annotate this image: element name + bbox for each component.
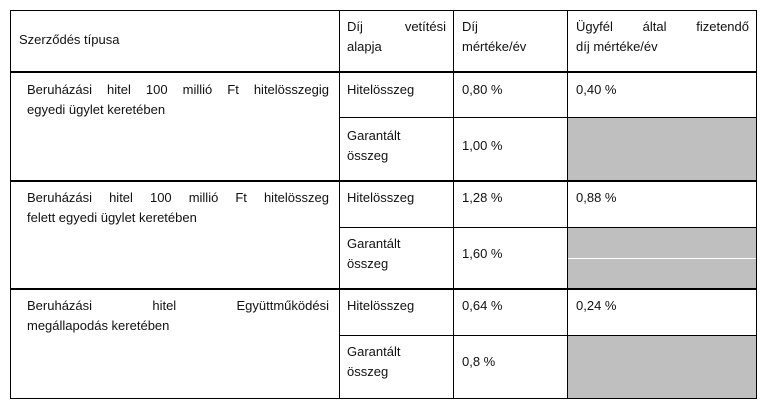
row3-base2-line2: összeg (347, 364, 389, 379)
header-fee-base-line2: alapja (347, 39, 382, 54)
row2-rate2: 1,60 % (462, 246, 503, 261)
row1-client1: 0,40 % (576, 82, 617, 97)
row2-mid-border (339, 227, 757, 228)
col4-border (567, 10, 568, 399)
row3-base2-line1: Garantált (347, 344, 401, 359)
header-client-fee-line2: díj mértéke/év (576, 39, 658, 54)
table-right-border (756, 10, 757, 399)
row3-type-line2: megállapodás keretében (27, 318, 170, 333)
row2-base2-line1: Garantált (347, 236, 401, 251)
empty-cell-row3 (568, 336, 756, 398)
row2-rate1: 1,28 % (462, 190, 503, 205)
row3-base1: Hitelösszeg (347, 298, 415, 313)
header-contract-type: Szerződés típusa (19, 32, 120, 47)
row1-bottom-border (10, 180, 757, 182)
row1-base2-line2: összeg (347, 148, 389, 163)
header-fee-rate-line2: mértéke/év (462, 39, 527, 54)
table-top-border (10, 10, 757, 11)
row1-rate1: 0,80 % (462, 82, 503, 97)
header-fee-base-line1: Díj vetítési (347, 19, 446, 34)
row2-type-line1: Beruházási hitel 100 millió Ft hitelösszeg (27, 190, 329, 205)
row1-rate2: 1,00 % (462, 138, 503, 153)
row2-base2-line2: összeg (347, 256, 389, 271)
table-left-border (10, 10, 11, 399)
row3-rate1: 0,64 % (462, 298, 503, 313)
row1-base2-line1: Garantált (347, 128, 401, 143)
row2-client1: 0,88 % (576, 190, 617, 205)
row2-base1: Hitelösszeg (347, 190, 415, 205)
row3-rate2: 0,8 % (462, 354, 496, 369)
header-client-fee-line1: Ügyfél által fizetendő (576, 19, 749, 34)
empty-cell-row1 (568, 118, 756, 180)
header-bottom-border (10, 71, 757, 73)
table-bottom-border (10, 398, 757, 399)
header-fee-rate-line1: Díj (462, 19, 478, 34)
row3-client1: 0,24 % (576, 298, 617, 313)
row3-mid-border (339, 335, 757, 336)
row1-type-line1: Beruházási hitel 100 millió Ft hitelösszegig (27, 82, 329, 97)
col2-border (339, 10, 340, 399)
row2-type-line2: felett egyedi ügylet keretében (27, 210, 197, 225)
col3-border (453, 10, 454, 399)
row1-mid-border (339, 117, 757, 118)
row1-base1: Hitelösszeg (347, 82, 415, 97)
row1-type-line2: egyedi ügylet keretében (27, 102, 166, 117)
row2-bottom-border (10, 288, 757, 290)
shade-divider (568, 258, 756, 259)
row3-type-line1: Beruházási hitel Együttműködési (27, 298, 329, 313)
